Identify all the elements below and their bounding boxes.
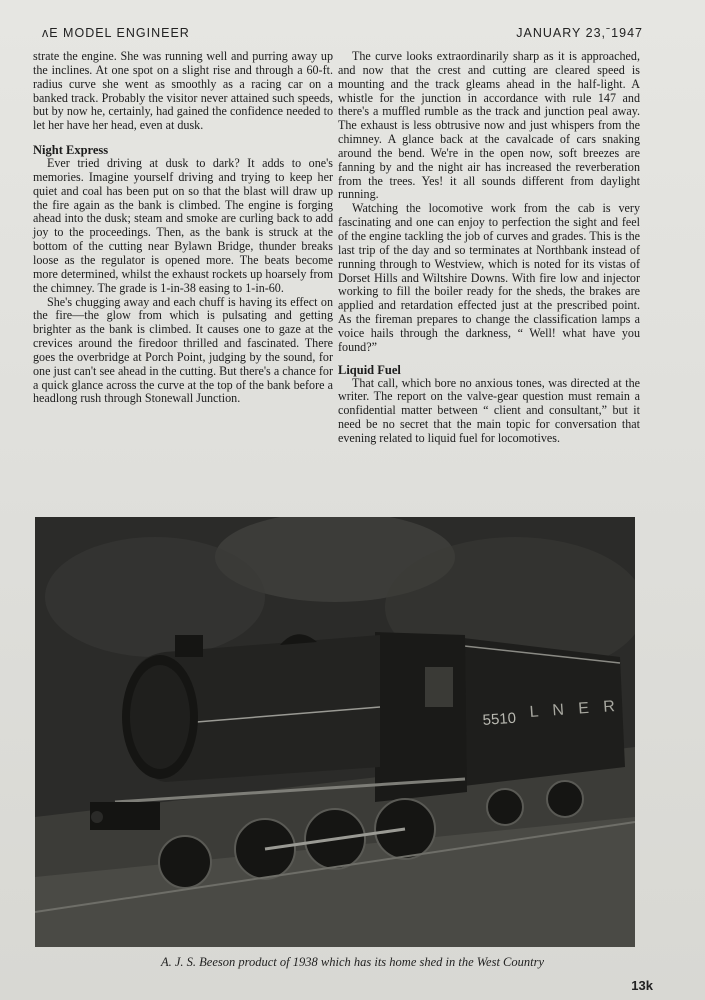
engine-number-label: 5510 <box>482 709 517 729</box>
paragraph: strate the engine. She was running well and purring away up the inclines. At one spot on a slight rise and through a 60-ft. radius curve she went as smoothly as a racing car on a banked track. Probably the visitor never attained such speeds, but by now he, certainly, had gained the confidence needed to let her have her head, even at dusk. <box>33 49 333 133</box>
paragraph: Watching the locomotive work from the cab is very fascinating and one can enjoy to perfection the sight and feel of the engine tackling the job of curves and grades. This is the last trip of the day and so terminates at Northbank instead of running through to Westview, which is noted for its vistas of Dorset Hills and Wiltshire Downs. With fire low and injector working to fill the boiler ready for the sheds, the brakes are applied and retardation effected just at the prescribed point. As the fireman prepares to change the classification lamps a voice hails through the darkness, “ Well! what have you found?” <box>338 201 640 354</box>
left-column <box>33 50 333 406</box>
locomotive-illustration <box>35 517 635 947</box>
publication-title: ʌE MODEL ENGINEER <box>42 26 190 40</box>
paragraph: That call, which bore no anxious tones, was directed at the writer. The report on the valve-gear question must remain a confidential matter between “ client and consultant,” but it need be no secret that the main topic for conversation that evening related to liquid fuel for locomotives. <box>338 375 640 445</box>
paragraph: Ever tried driving at dusk to dark? It adds to one's memories. Imagine yourself driving and trying to keep her quiet and coal has been put on so that the blast will draw up the fire again as the bank is climbed. The engine is forging ahead into the dusk; steam and smoke are curling back to add joy to the proceedings. Then, as the bank is struck at the bottom of the cutting near Bylawn Bridge, thunder breaks loose as the regulator is opened more. The beats become more determined, whilst the exhaust rockets up hoarsely from the chimney. The grade is 1-in-38 easing to 1-in-60. <box>33 156 333 295</box>
paragraph: She's chugging away and each chuff is having its effect on the fire—the glow from which is pulsating and getting brighter as the bank is climbed. It causes one to gaze at the crevices around the firedoor thrilled and fascinated. There goes the overbridge at Porch Point, judging by the sound, for one just can't see ahead in the cutting. But there's a chance for a quick glance across the curve at the top of the bank before a headlong rush through Stonewall Junction. <box>33 294 333 406</box>
page-number: 13k <box>631 978 653 993</box>
issue-date: JANUARY 23,ˉ1947 <box>516 26 643 40</box>
page-header <box>42 26 643 44</box>
tender-lettering-label: L N E R <box>529 697 621 721</box>
section-heading-liquid-fuel: Liquid Fuel <box>338 362 401 377</box>
photo-caption: A. J. S. Beeson product of 1938 which has its home shed in the West Country <box>160 955 545 969</box>
locomotive-photo <box>35 517 635 947</box>
right-column <box>338 50 640 446</box>
paragraph: The curve looks extraordinarily sharp as it is approached, and now that the crest and cutting are cleared speed is mounting and the track gleams ahead in the half-light. A whistle for the junction in accordance with rule 147 and there's a muffled rumble as the track and junction peal away. The exhaust is less obtrusive now and just whispers from the chimney. A glance back at the cavalcade of cars snaking around the bend. We're in the open now, soft breezes are fanning by and the night air has increased the reverberation from the trees. Yes! it all sounds different from daylight running. <box>338 49 640 202</box>
section-heading-night-express: Night Express <box>33 143 109 158</box>
